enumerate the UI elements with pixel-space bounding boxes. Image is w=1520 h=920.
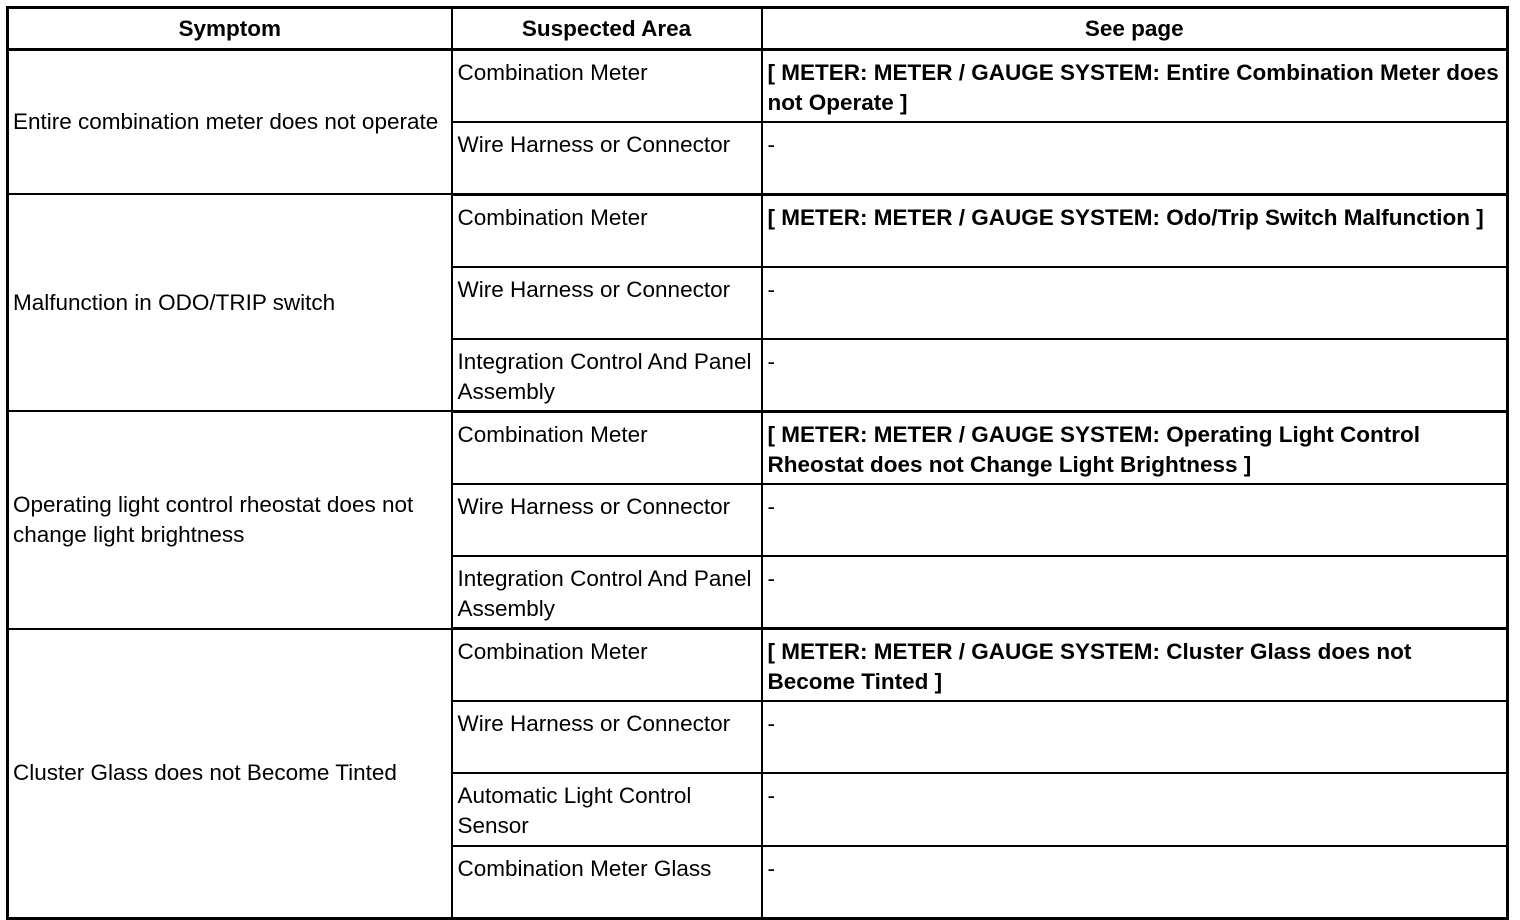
table-row (8, 50, 1508, 122)
diagnosis-table (6, 6, 1509, 920)
see-page-cell: - (762, 846, 1508, 918)
suspected-area-cell: Integration Control And Panel Assembly (452, 339, 762, 411)
table-row (8, 411, 1508, 483)
suspected-area-cell: Wire Harness or Connector (452, 701, 762, 773)
see-page-link[interactable]: [ METER: METER / GAUGE SYSTEM: Operating Light Control Rheostat does not Change Light Brightness ] (762, 411, 1508, 483)
suspected-area-cell: Automatic Light Control Sensor (452, 773, 762, 845)
suspected-area-cell: Combination Meter Glass (452, 846, 762, 918)
suspected-area-cell: Wire Harness or Connector (452, 267, 762, 339)
see-page-cell: - (762, 773, 1508, 845)
symptom-cell: Operating light control rheostat does not change light brightness (8, 411, 452, 628)
see-page-cell: - (762, 556, 1508, 628)
symptom-cell: Malfunction in ODO/TRIP switch (8, 194, 452, 411)
see-page-link[interactable]: [ METER: METER / GAUGE SYSTEM: Cluster Glass does not Become Tinted ] (762, 629, 1508, 701)
suspected-area-cell: Integration Control And Panel Assembly (452, 556, 762, 628)
header-symptom: Symptom (8, 8, 452, 50)
header-see-page: See page (762, 8, 1508, 50)
see-page-cell: - (762, 484, 1508, 556)
suspected-area-cell: Combination Meter (452, 411, 762, 483)
symptom-cell: Entire combination meter does not operate (8, 50, 452, 195)
suspected-area-cell: Combination Meter (452, 194, 762, 266)
symptom-cell: Cluster Glass does not Become Tinted (8, 629, 452, 919)
header-row (8, 8, 1508, 50)
see-page-cell: - (762, 701, 1508, 773)
suspected-area-cell: Combination Meter (452, 629, 762, 701)
suspected-area-cell: Wire Harness or Connector (452, 484, 762, 556)
header-suspected-area: Suspected Area (452, 8, 762, 50)
see-page-cell: - (762, 339, 1508, 411)
suspected-area-cell: Wire Harness or Connector (452, 122, 762, 194)
see-page-link[interactable]: [ METER: METER / GAUGE SYSTEM: Odo/Trip Switch Malfunction ] (762, 194, 1508, 266)
see-page-link[interactable]: [ METER: METER / GAUGE SYSTEM: Entire Combination Meter does not Operate ] (762, 50, 1508, 122)
table-row (8, 629, 1508, 701)
see-page-cell: - (762, 267, 1508, 339)
table-row (8, 194, 1508, 266)
see-page-cell: - (762, 122, 1508, 194)
suspected-area-cell: Combination Meter (452, 50, 762, 122)
